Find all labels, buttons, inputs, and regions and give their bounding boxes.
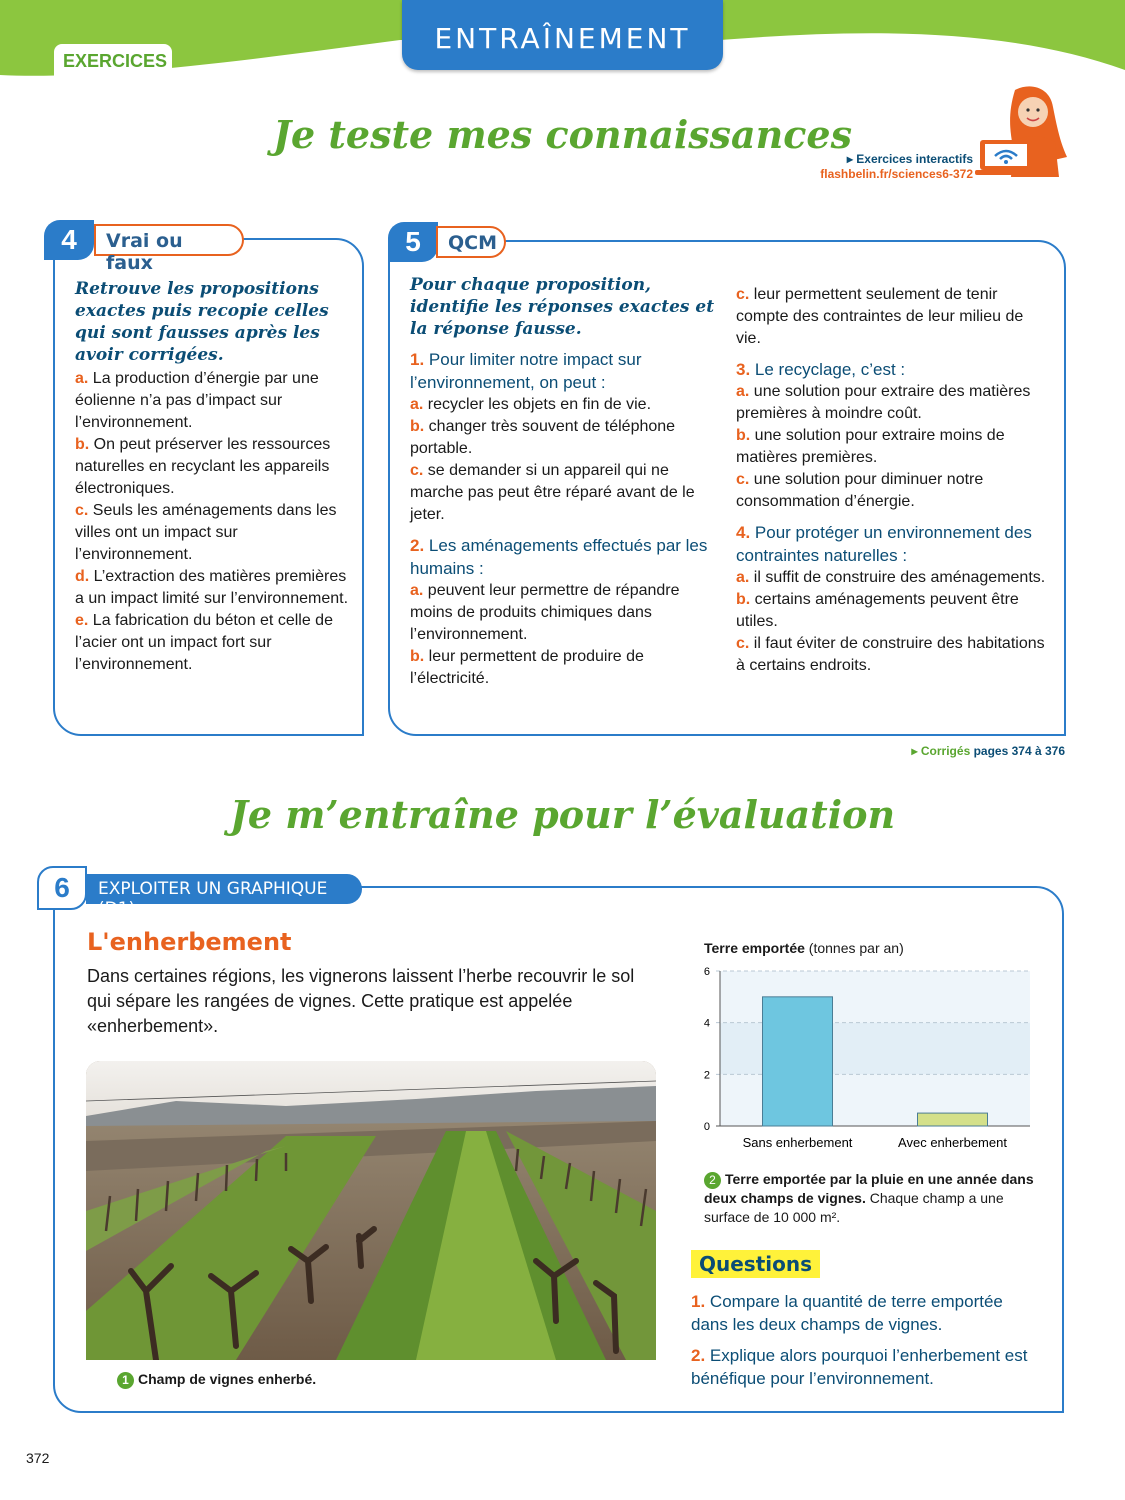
corrections-link[interactable]: ▸ Corrigés pages 374 à 376 bbox=[911, 744, 1065, 758]
photo-caption: 1 Champ de vignes enherbé. bbox=[117, 1371, 316, 1389]
exercise-number-badge: 4 bbox=[44, 220, 94, 260]
list-item: c. leur permettent seulement de tenir compte des contraintes de leur milieu de vie. bbox=[736, 286, 1024, 347]
soil-loss-bar-chart bbox=[690, 935, 1040, 1160]
list-item: c. Seuls les aménagements dans les villes ont un impact sur l’environnement. bbox=[75, 502, 337, 563]
exercise-4-content bbox=[75, 278, 350, 676]
exercise-type-label: Vrai ou faux bbox=[94, 224, 244, 256]
chart-y-tick-label: 2 bbox=[703, 1069, 710, 1082]
list-item: e. La fabrication du béton et celle de l’acier ont un impact fort sur l’environnement. bbox=[75, 612, 333, 673]
questions-heading: Questions bbox=[691, 1250, 820, 1278]
exercise-number-badge: 5 bbox=[388, 222, 438, 262]
chart-bar bbox=[763, 997, 833, 1126]
section-title-evaluation: Je m’entraîne pour l’évaluation bbox=[229, 792, 896, 837]
chart-x-tick-label: Avec enherbement bbox=[898, 1135, 1007, 1150]
interactive-exercises-link[interactable] bbox=[820, 152, 973, 182]
list-item: a. une solution pour extraire des matières premières à moindre coût. bbox=[736, 383, 1031, 422]
chart-x-tick-label: Sans enherbement bbox=[742, 1135, 853, 1150]
exercise-5-column-left bbox=[410, 274, 715, 690]
chart-bar bbox=[918, 1113, 988, 1126]
list-item: a. peuvent leur permettre de répandre moins de produits chimiques dans l’environnement. bbox=[410, 582, 680, 643]
document-title: L'enherbement bbox=[87, 928, 292, 956]
exercise-type-label: QCM bbox=[436, 226, 506, 258]
list-item: c. se demander si un appareil qui ne marche pas peut être réparé avant de le jeter. bbox=[410, 462, 695, 523]
question-item: 2. Explique alors pourquoi l’enherbement est bénéfique pour l’environnement. bbox=[691, 1346, 1028, 1388]
list-item: c. une solution pour diminuer notre consommation d’énergie. bbox=[736, 471, 984, 510]
list-item: b. une solution pour extraire moins de matières premières. bbox=[736, 427, 1005, 466]
list-item: b. On peut préserver les ressources naturelles en recyclant les appareils électroniques. bbox=[75, 436, 331, 497]
question-item: 1. Compare la quantité de terre emportée dans les deux champs de vignes. bbox=[691, 1292, 1003, 1334]
chart-title: Terre emportée (tonnes par an) bbox=[704, 940, 904, 956]
chart-y-tick-label: 6 bbox=[703, 966, 710, 978]
document-text: Dans certaines régions, les vignerons laissent l’herbe recouvrir le sol qui sépare les rangées de vignes. Cette pratique est appelée «enherbement». bbox=[87, 966, 635, 1036]
questions-list bbox=[691, 1290, 1041, 1398]
question-title: 3. Le recyclage, c’est : bbox=[736, 360, 906, 379]
exercise-instructions: Retrouve les propositions exactes puis recopie celles qui sont fausses après les avoir corrigées. bbox=[75, 279, 329, 365]
interactive-label: ▸ Exercices interactifs bbox=[846, 152, 973, 166]
list-item: a. La production d’énergie par une éolienne n’a pas d’impact sur l’environnement. bbox=[75, 370, 319, 431]
chart-y-tick-label: 0 bbox=[703, 1121, 710, 1133]
list-item: b. certains aménagements peuvent être utiles. bbox=[736, 591, 1019, 630]
chart-caption: 2 Terre emportée par la pluie en une année dans deux champs de vignes. Chaque champ a une surface de 10 000 m². bbox=[704, 1171, 1034, 1225]
question-title: 2. Les aménagements effectués par les humains : bbox=[410, 536, 708, 578]
question-title: 4. Pour protéger un environnement des contraintes naturelles : bbox=[736, 523, 1032, 565]
question-title: 1. Pour limiter notre impact sur l’environnement, on peut : bbox=[410, 350, 642, 392]
list-item: d. L’extraction des matières premières a un impact limité sur l’environnement. bbox=[75, 568, 349, 607]
exercise-instructions: Pour chaque proposition, identifie les réponses exactes et la réponse fausse. bbox=[410, 275, 715, 339]
list-item: b. leur permettent de produire de l’électricité. bbox=[410, 648, 644, 687]
list-item: a. recycler les objets en fin de vie. bbox=[410, 396, 652, 413]
page-number: 372 bbox=[26, 1450, 50, 1466]
interactive-url[interactable]: flashbelin.fr/sciences6-372 bbox=[820, 167, 973, 181]
exercise-number-badge: 6 bbox=[37, 866, 87, 910]
vineyard-photo bbox=[86, 1061, 656, 1360]
page-banner: ENTRAÎNEMENT bbox=[402, 0, 723, 70]
chart-y-tick-label: 4 bbox=[703, 1017, 710, 1030]
tab-exercices: EXERCICES bbox=[54, 44, 172, 76]
teacher-with-laptop-icon bbox=[975, 82, 1071, 182]
list-item: a. il suffit de construire des aménagements. bbox=[736, 569, 1046, 586]
exercise-5-column-right bbox=[736, 284, 1046, 677]
list-item: c. il faut éviter de construire des habitations à certains endroits. bbox=[736, 635, 1045, 674]
section-title-connaissances: Je teste mes connaissances bbox=[272, 112, 853, 157]
list-item: b. changer très souvent de téléphone portable. bbox=[410, 418, 676, 457]
exercise-type-label: EXPLOITER UN GRAPHIQUE (D1) bbox=[86, 874, 362, 904]
